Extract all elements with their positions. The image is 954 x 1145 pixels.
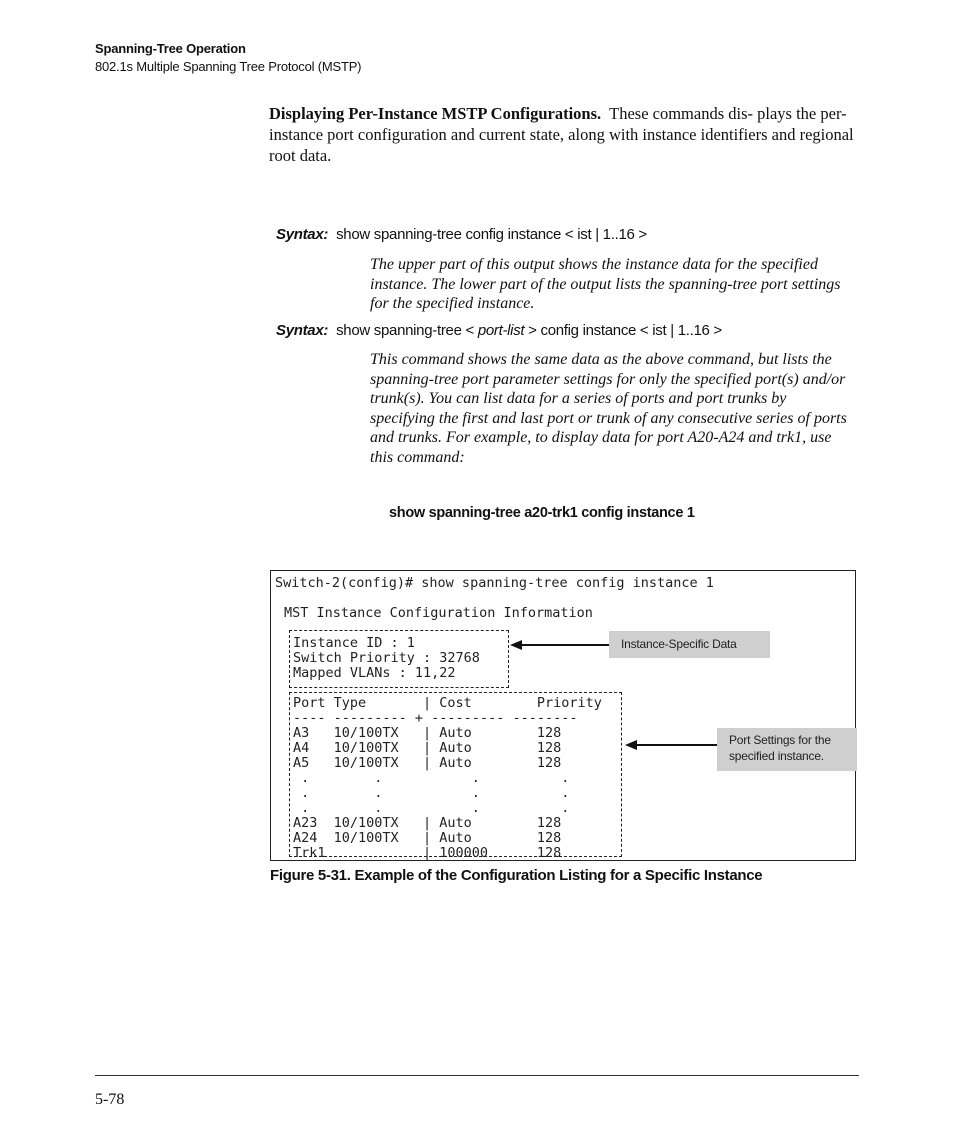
arrow-line [520, 644, 609, 646]
footer-divider [95, 1075, 859, 1076]
figure-caption: Figure 5-31. Example of the Configuration Listing for a Specific Instance [270, 867, 763, 884]
intro-body: These commands dis- plays the per-instance port configuration and current state, along with instance identifiers and regional root data. [269, 104, 854, 165]
syntax-keyword: Syntax: [276, 322, 329, 339]
syntax-command-pre: show spanning-tree < [336, 322, 474, 339]
syntax-command-post: > config instance < ist | 1..16 > [528, 322, 722, 339]
page-number: 5-78 [95, 1091, 125, 1108]
syntax-command: show spanning-tree config instance < ist | 1..16 > [336, 226, 647, 243]
example-command: show spanning-tree a20-trk1 config instance 1 [389, 505, 695, 521]
syntax-line-1 [276, 226, 647, 243]
syntax-param-port-list: port-list [477, 322, 525, 339]
syntax-line-2 [276, 322, 722, 339]
syntax-2-description: This command shows the same data as the above command, but lists the spanning-tree port parameter settings for only the specified port(s) and/or trunk(s). You can list data for a series of ports and port trunks by specifying the first and last port or trunk of any consecutive series of ports and trunks. For example, to display data for port A20-A24 and trk1, use this command: [370, 351, 847, 466]
syntax-1-description: The upper part of this output shows the instance data for the specified instance. The lower part of the output lists the spanning-tree port settings for the specified instance. [370, 256, 841, 312]
intro-paragraph [269, 103, 854, 166]
intro-heading: Displaying Per-Instance MSTP Configurations. [269, 104, 602, 123]
arrow-line [635, 744, 718, 746]
callout-port-settings: Port Settings for the specified instance. [717, 728, 857, 771]
callout-instance-specific: Instance-Specific Data [609, 631, 770, 658]
instance-data-text: Instance ID : 1 Switch Priority : 32768 Mapped VLANs : 11,22 [293, 635, 480, 681]
cli-prompt-line: Switch-2(config)# show spanning-tree config instance 1 [275, 575, 714, 591]
port-settings-table: Port Type | Cost Priority ---- --------- + --------- -------- A3 10/100TX | Auto 128 A4 10/100TX | Auto 128 A5 10/100TX | Auto 128 . . . . . . . . . . . . A23 10/100TX | Auto 128 A24 10/100TX | Auto 128 Trk1 | 100000 128 [293, 695, 602, 861]
syntax-keyword: Syntax: [276, 226, 329, 243]
cli-section-title: MST Instance Configuration Information [284, 605, 593, 621]
running-header-title: Spanning-Tree Operation [95, 41, 246, 56]
running-header-subtitle: 802.1s Multiple Spanning Tree Protocol (MSTP) [95, 59, 362, 74]
